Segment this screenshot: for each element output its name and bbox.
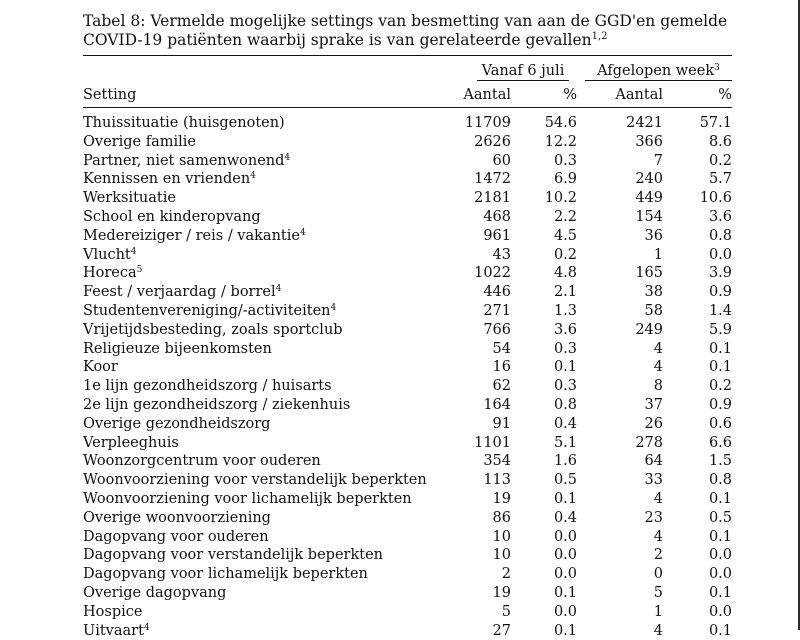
setting-label: Overige woonvoorziening	[83, 510, 271, 526]
count-since-cell: 1472	[453, 170, 511, 189]
percent-week-cell: 1.5	[663, 452, 732, 471]
count-since-cell: 766	[453, 321, 511, 340]
setting-cell	[83, 415, 453, 434]
count-since-cell: 91	[453, 415, 511, 434]
col-header-percent-since: %	[511, 83, 577, 108]
table-row	[83, 490, 732, 509]
count-since-cell: 19	[453, 490, 511, 509]
percent-since-cell: 3.6	[511, 321, 577, 340]
setting-label: Woonzorgcentrum voor ouderen	[83, 453, 321, 469]
percent-since-cell: 12.2	[511, 133, 577, 152]
setting-label: Thuissituatie (huisgenoten)	[83, 115, 285, 131]
percent-since-cell: 0.5	[511, 471, 577, 490]
settings-table	[83, 55, 732, 640]
percent-since-cell: 54.6	[511, 108, 577, 133]
setting-label: Werksituatie	[83, 190, 176, 206]
table-row	[83, 415, 732, 434]
caption-footnotes: 1,2	[592, 31, 608, 42]
count-since-cell: 10	[453, 528, 511, 547]
percent-week-cell: 0.1	[663, 528, 732, 547]
group-week-label: Afgelopen week	[597, 63, 714, 79]
count-week-cell: 240	[577, 170, 663, 189]
table-row	[83, 340, 732, 359]
table-row	[83, 302, 732, 321]
setting-label: Woonvoorziening voor verstandelijk beperkten	[83, 472, 427, 488]
count-since-cell: 113	[453, 471, 511, 490]
setting-cell	[83, 434, 453, 453]
percent-since-cell: 0.1	[511, 622, 577, 640]
setting-cell	[83, 152, 453, 171]
table-row	[83, 227, 732, 246]
table-row	[83, 603, 732, 622]
setting-cell	[83, 358, 453, 377]
count-week-cell: 4	[577, 622, 663, 640]
percent-since-cell: 0.1	[511, 490, 577, 509]
count-week-cell: 2	[577, 546, 663, 565]
percent-week-cell: 10.6	[663, 189, 732, 208]
percent-week-cell: 0.1	[663, 622, 732, 640]
table-caption	[83, 12, 783, 50]
percent-week-cell: 0.0	[663, 546, 732, 565]
count-week-cell: 23	[577, 509, 663, 528]
percent-week-cell: 1.4	[663, 302, 732, 321]
setting-cell	[83, 189, 453, 208]
count-since-cell: 1022	[453, 264, 511, 283]
count-since-cell: 468	[453, 208, 511, 227]
setting-label: Horeca	[83, 265, 137, 281]
table-row	[83, 565, 732, 584]
count-since-cell: 354	[453, 452, 511, 471]
percent-week-cell: 0.1	[663, 340, 732, 359]
table-body	[83, 108, 732, 640]
percent-week-cell: 0.0	[663, 565, 732, 584]
count-since-cell: 27	[453, 622, 511, 640]
percent-week-cell: 8.6	[663, 133, 732, 152]
percent-week-cell: 0.5	[663, 509, 732, 528]
setting-label: Dagopvang voor lichamelijk beperkten	[83, 566, 368, 582]
setting-footnote: 5	[137, 265, 143, 275]
setting-cell	[83, 246, 453, 265]
count-week-cell: 33	[577, 471, 663, 490]
table-row	[83, 622, 732, 640]
table-row	[83, 471, 732, 490]
count-since-cell: 86	[453, 509, 511, 528]
table-row	[83, 208, 732, 227]
count-since-cell: 54	[453, 340, 511, 359]
count-week-cell: 366	[577, 133, 663, 152]
col-header-percent-week: %	[663, 83, 732, 108]
setting-cell	[83, 302, 453, 321]
percent-week-cell: 5.7	[663, 170, 732, 189]
percent-week-cell: 0.1	[663, 584, 732, 603]
percent-week-cell: 0.2	[663, 377, 732, 396]
count-since-cell: 2181	[453, 189, 511, 208]
setting-label: Feest / verjaardag / borrel	[83, 284, 276, 300]
setting-cell	[83, 227, 453, 246]
setting-label: Partner, niet samenwonend	[83, 153, 284, 169]
count-since-cell: 271	[453, 302, 511, 321]
count-since-cell: 446	[453, 283, 511, 302]
percent-week-cell: 6.6	[663, 434, 732, 453]
count-week-cell: 36	[577, 227, 663, 246]
setting-label: Koor	[83, 359, 118, 375]
percent-week-cell: 0.1	[663, 358, 732, 377]
count-week-cell: 5	[577, 584, 663, 603]
percent-since-cell: 0.3	[511, 377, 577, 396]
count-since-cell: 19	[453, 584, 511, 603]
setting-cell	[83, 471, 453, 490]
percent-since-cell: 0.3	[511, 152, 577, 171]
setting-footnote: 4	[330, 303, 336, 313]
setting-label: Uitvaart	[83, 623, 144, 639]
setting-cell	[83, 108, 453, 133]
percent-week-cell: 3.9	[663, 264, 732, 283]
setting-cell	[83, 622, 453, 640]
setting-label: Studentenvereniging/-activiteiten	[83, 303, 330, 319]
percent-since-cell: 0.0	[511, 603, 577, 622]
percent-since-cell: 0.1	[511, 358, 577, 377]
group-week-note: 3	[714, 63, 720, 73]
setting-cell	[83, 452, 453, 471]
count-since-cell: 2	[453, 565, 511, 584]
count-week-cell: 249	[577, 321, 663, 340]
percent-week-cell: 0.0	[663, 603, 732, 622]
setting-cell	[83, 490, 453, 509]
table-row	[83, 584, 732, 603]
percent-week-cell: 3.6	[663, 208, 732, 227]
percent-week-cell: 5.9	[663, 321, 732, 340]
percent-week-cell: 57.1	[663, 108, 732, 133]
percent-week-cell: 0.9	[663, 283, 732, 302]
count-week-cell: 165	[577, 264, 663, 283]
setting-label: Vrijetijdsbesteding, zoals sportclub	[83, 322, 343, 338]
setting-label: Overige gezondheidszorg	[83, 416, 270, 432]
count-week-cell: 58	[577, 302, 663, 321]
percent-since-cell: 0.1	[511, 584, 577, 603]
setting-label: Overige dagopvang	[83, 585, 226, 601]
percent-since-cell: 0.8	[511, 396, 577, 415]
count-week-cell: 4	[577, 358, 663, 377]
percent-since-cell: 1.3	[511, 302, 577, 321]
percent-since-cell: 0.0	[511, 528, 577, 547]
setting-label: Dagopvang voor verstandelijk beperkten	[83, 547, 383, 563]
setting-label: Overige familie	[83, 134, 196, 150]
percent-since-cell: 0.3	[511, 340, 577, 359]
count-since-cell: 961	[453, 227, 511, 246]
setting-cell	[83, 528, 453, 547]
count-week-cell: 0	[577, 565, 663, 584]
setting-cell	[83, 565, 453, 584]
setting-label: Dagopvang voor ouderen	[83, 529, 269, 545]
col-header-count-week: Aantal	[577, 83, 663, 108]
setting-cell	[83, 377, 453, 396]
setting-cell	[83, 264, 453, 283]
setting-footnote: 4	[144, 623, 150, 633]
percent-since-cell: 0.4	[511, 509, 577, 528]
table-row	[83, 133, 732, 152]
percent-since-cell: 2.2	[511, 208, 577, 227]
setting-cell	[83, 584, 453, 603]
count-week-cell: 37	[577, 396, 663, 415]
percent-since-cell: 2.1	[511, 283, 577, 302]
percent-week-cell: 0.2	[663, 152, 732, 171]
percent-week-cell: 0.6	[663, 415, 732, 434]
setting-footnote: 4	[300, 228, 306, 238]
table-row	[83, 108, 732, 133]
setting-label: Medereiziger / reis / vakantie	[83, 228, 300, 244]
setting-cell	[83, 509, 453, 528]
table-row	[83, 358, 732, 377]
count-week-cell: 4	[577, 528, 663, 547]
setting-label: Woonvoorziening voor lichamelijk beperkten	[83, 491, 412, 507]
percent-week-cell: 0.8	[663, 471, 732, 490]
percent-since-cell: 4.5	[511, 227, 577, 246]
setting-label: Hospice	[83, 604, 142, 620]
table-row	[83, 546, 732, 565]
percent-since-cell: 0.0	[511, 546, 577, 565]
table-row	[83, 377, 732, 396]
count-week-cell: 278	[577, 434, 663, 453]
setting-cell	[83, 170, 453, 189]
count-since-cell: 5	[453, 603, 511, 622]
setting-cell	[83, 396, 453, 415]
percent-since-cell: 1.6	[511, 452, 577, 471]
count-week-cell: 154	[577, 208, 663, 227]
table-row	[83, 509, 732, 528]
setting-footnote: 4	[276, 284, 282, 294]
table-row	[83, 434, 732, 453]
percent-week-cell: 0.1	[663, 490, 732, 509]
count-week-cell: 7	[577, 152, 663, 171]
setting-label: 1e lijn gezondheidszorg / huisarts	[83, 378, 332, 394]
table-row	[83, 452, 732, 471]
setting-cell	[83, 133, 453, 152]
setting-label: School en kinderopvang	[83, 209, 261, 225]
col-header-setting: Setting	[83, 83, 453, 108]
setting-footnote: 4	[284, 153, 290, 163]
count-week-cell: 2421	[577, 108, 663, 133]
count-week-cell: 4	[577, 490, 663, 509]
percent-week-cell: 0.0	[663, 246, 732, 265]
count-week-cell: 8	[577, 377, 663, 396]
count-week-cell: 26	[577, 415, 663, 434]
table-row	[83, 264, 732, 283]
count-since-cell: 16	[453, 358, 511, 377]
count-week-cell: 1	[577, 246, 663, 265]
count-since-cell: 62	[453, 377, 511, 396]
setting-cell	[83, 321, 453, 340]
table-row	[83, 321, 732, 340]
setting-label: 2e lijn gezondheidszorg / ziekenhuis	[83, 397, 350, 413]
count-since-cell: 164	[453, 396, 511, 415]
setting-cell	[83, 603, 453, 622]
count-week-cell: 1	[577, 603, 663, 622]
percent-since-cell: 4.8	[511, 264, 577, 283]
table-row	[83, 246, 732, 265]
percent-since-cell: 0.4	[511, 415, 577, 434]
setting-label: Kennissen en vrienden	[83, 171, 250, 187]
percent-week-cell: 0.8	[663, 227, 732, 246]
percent-week-cell: 0.9	[663, 396, 732, 415]
caption-label: Tabel 8:	[83, 12, 145, 30]
count-week-cell: 64	[577, 452, 663, 471]
table-row	[83, 283, 732, 302]
setting-label: Religieuze bijeenkomsten	[83, 341, 272, 357]
percent-since-cell: 0.0	[511, 565, 577, 584]
setting-cell	[83, 340, 453, 359]
count-week-cell: 449	[577, 189, 663, 208]
count-since-cell: 10	[453, 546, 511, 565]
col-header-count-since: Aantal	[453, 83, 511, 108]
percent-since-cell: 6.9	[511, 170, 577, 189]
count-since-cell: 2626	[453, 133, 511, 152]
setting-cell	[83, 283, 453, 302]
setting-footnote: 4	[250, 171, 256, 181]
count-week-cell: 4	[577, 340, 663, 359]
table-row	[83, 170, 732, 189]
table-row	[83, 189, 732, 208]
setting-label: Verpleeghuis	[83, 435, 179, 451]
count-since-cell: 60	[453, 152, 511, 171]
percent-since-cell: 5.1	[511, 434, 577, 453]
percent-since-cell: 0.2	[511, 246, 577, 265]
percent-since-cell: 10.2	[511, 189, 577, 208]
setting-cell	[83, 208, 453, 227]
table-row	[83, 396, 732, 415]
table-row	[83, 152, 732, 171]
count-since-cell: 43	[453, 246, 511, 265]
table-row	[83, 528, 732, 547]
setting-footnote: 4	[131, 247, 137, 257]
group-since-label: Vanaf 6 juli	[482, 63, 565, 79]
count-since-cell: 1101	[453, 434, 511, 453]
count-since-cell: 11709	[453, 108, 511, 133]
caption-text: Vermelde mogelijke settings van besmetting van aan de GGD'en gemelde COVID-19 patiënten waarbij sprake is van gerelateerde gevallen	[83, 12, 727, 49]
count-week-cell: 38	[577, 283, 663, 302]
setting-cell	[83, 546, 453, 565]
setting-label: Vlucht	[83, 247, 131, 263]
